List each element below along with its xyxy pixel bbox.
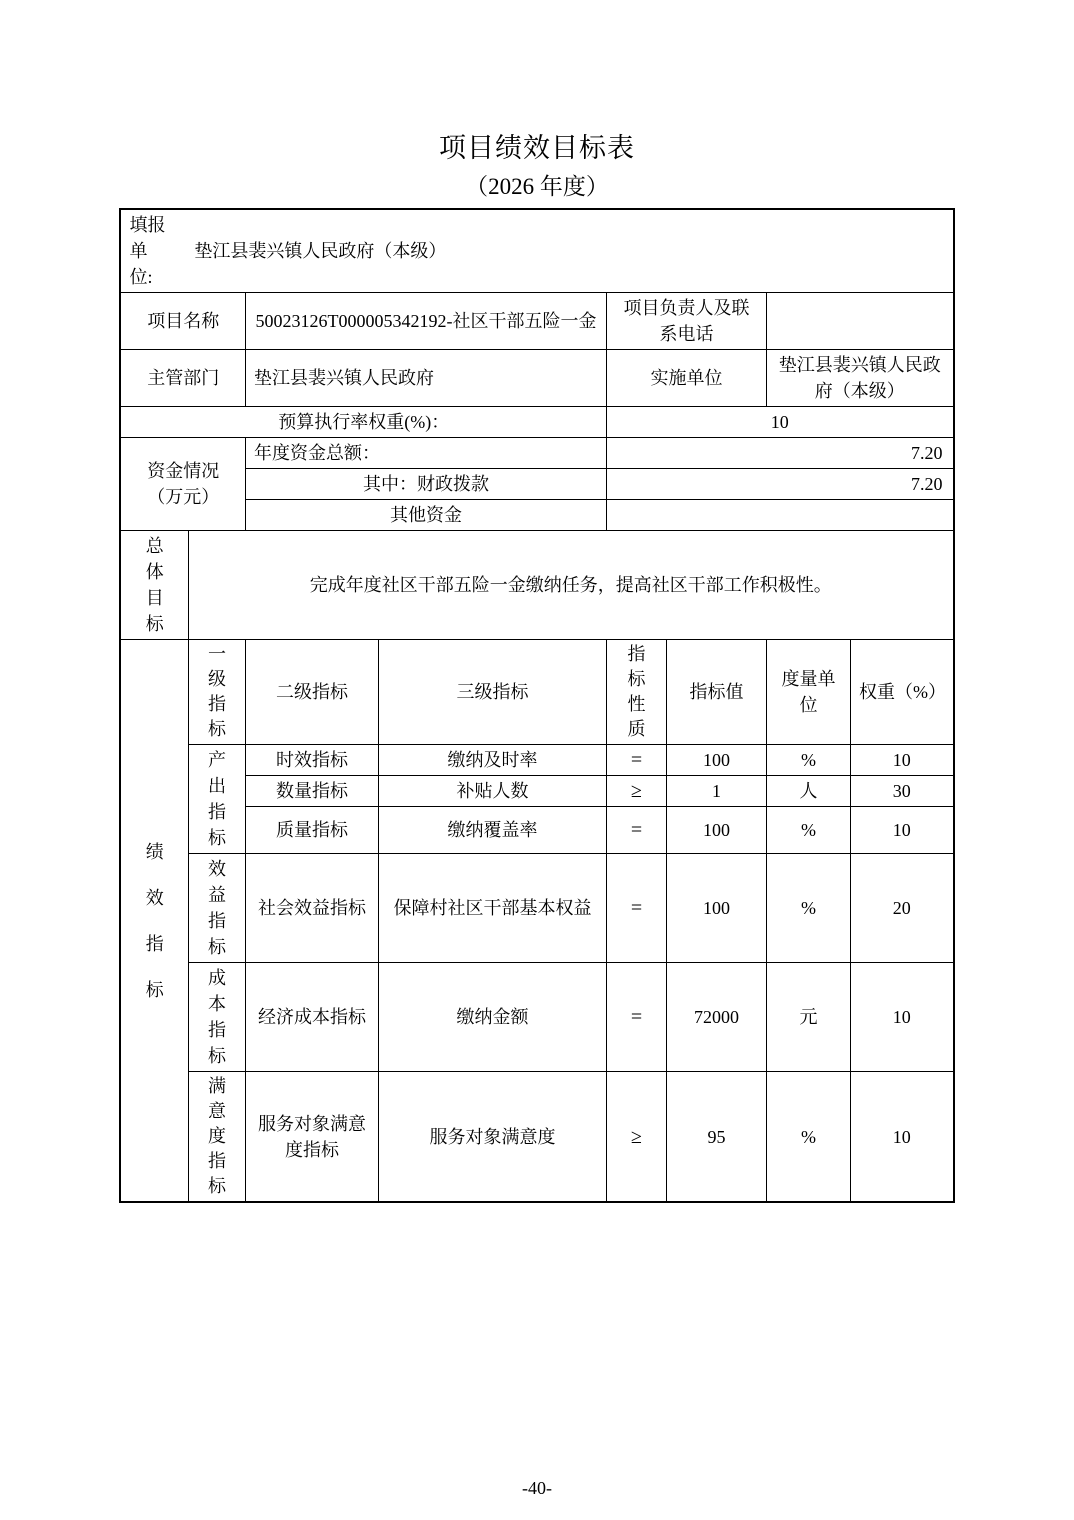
table-row [120,531,953,640]
unit-cell: % [766,1072,850,1203]
funds-other-label: 其他资金 [245,500,606,531]
page-number: -40- [522,1478,552,1498]
level2-cell: 服务对象满意度指标 [245,1072,378,1203]
page-subtitle: （2026 年度） [465,174,609,199]
table-row [120,293,953,350]
level3-cell: 服务对象满意度 [378,1072,606,1203]
funds-section-label: 资金情况（万元） [120,438,245,531]
value-cell: 72000 [666,963,766,1072]
budget-weight-label: 预算执行率权重(%)： [120,407,606,438]
nature-cell: ≥ [606,776,666,807]
header-unit: 度量单位 [766,640,850,745]
table-row [120,500,953,531]
funds-other-value [606,500,953,531]
weight-cell: 10 [850,807,953,854]
level3-cell: 保障村社区干部基本权益 [378,854,606,963]
value-cell: 100 [666,745,766,776]
table-row [120,438,953,469]
table-row [120,209,953,293]
dept-value: 垫江县裴兴镇人民政府 [245,350,606,407]
level2-cell: 社会效益指标 [245,854,378,963]
filler-unit-cell [120,209,953,293]
unit-cell: 人 [766,776,850,807]
page-title: 项目绩效目标表 [439,133,635,163]
header-weight: 权重（%） [850,640,953,745]
table-row [120,745,953,776]
unit-cell: 元 [766,963,850,1072]
project-name-label: 项目名称 [120,293,245,350]
value-cell: 1 [666,776,766,807]
nature-cell: = [606,745,666,776]
level2-cell: 时效指标 [245,745,378,776]
header-level1: 一级指标 [188,640,245,745]
overall-goal-label: 总体目标 [120,531,188,640]
funds-fiscal-value: 7.20 [606,469,953,500]
nature-cell: = [606,807,666,854]
weight-cell: 10 [850,1072,953,1203]
level2-cell: 质量指标 [245,807,378,854]
filler-unit-label: 填报单位: [129,215,166,287]
level2-cell: 数量指标 [245,776,378,807]
level3-cell: 缴纳金额 [378,963,606,1072]
unit-cell: % [766,745,850,776]
header-level3: 三级指标 [378,640,606,745]
overall-goal-text: 完成年度社区干部五险一金缴纳任务，提高社区干部工作积极性。 [188,531,953,640]
nature-cell: ≥ [606,1072,666,1203]
table-row [120,1072,953,1203]
project-leader-label: 项目负责人及联系电话 [606,293,766,350]
table-row [120,963,953,1072]
nature-cell: = [606,854,666,963]
table-row [120,807,953,854]
header-value: 指标值 [666,640,766,745]
level1-benefit: 效益指标 [188,854,245,963]
weight-cell: 20 [850,854,953,963]
level3-cell: 缴纳及时率 [378,745,606,776]
level1-cost: 成本指标 [188,963,245,1072]
header-nature: 指标性质 [606,640,666,745]
weight-cell: 10 [850,745,953,776]
table-row [120,640,953,745]
level1-output: 产出指标 [188,745,245,854]
level2-cell: 经济成本指标 [245,963,378,1072]
funds-fiscal-label: 其中：财政拨款 [245,469,606,500]
funds-total-value: 7.20 [606,438,953,469]
table-row [120,776,953,807]
weight-cell: 10 [850,963,953,1072]
unit-cell: % [766,854,850,963]
table-row [120,854,953,963]
funds-total-label: 年度资金总额： [245,438,606,469]
level3-cell: 缴纳覆盖率 [378,807,606,854]
project-name-value: 50023126T000005342192-社区干部五险一金 [245,293,606,350]
header-level2: 二级指标 [245,640,378,745]
table-row [120,350,953,407]
value-cell: 100 [666,807,766,854]
table-row [120,469,953,500]
impl-unit-label: 实施单位 [606,350,766,407]
value-cell: 100 [666,854,766,963]
project-leader-value [766,293,953,350]
dept-label: 主管部门 [120,350,245,407]
filler-unit-value: 垫江县裴兴镇人民政府（本级） [194,241,447,261]
table-row [120,407,953,438]
performance-target-table [119,208,954,1203]
level1-satisfaction: 满意度指标 [188,1072,245,1203]
value-cell: 95 [666,1072,766,1203]
weight-cell: 30 [850,776,953,807]
impl-unit-value: 垫江县裴兴镇人民政府（本级） [766,350,953,407]
nature-cell: = [606,963,666,1072]
level3-cell: 补贴人数 [378,776,606,807]
indicators-section-label: 绩效指标 [120,640,188,1203]
unit-cell: % [766,807,850,854]
budget-weight-value: 10 [606,407,953,438]
